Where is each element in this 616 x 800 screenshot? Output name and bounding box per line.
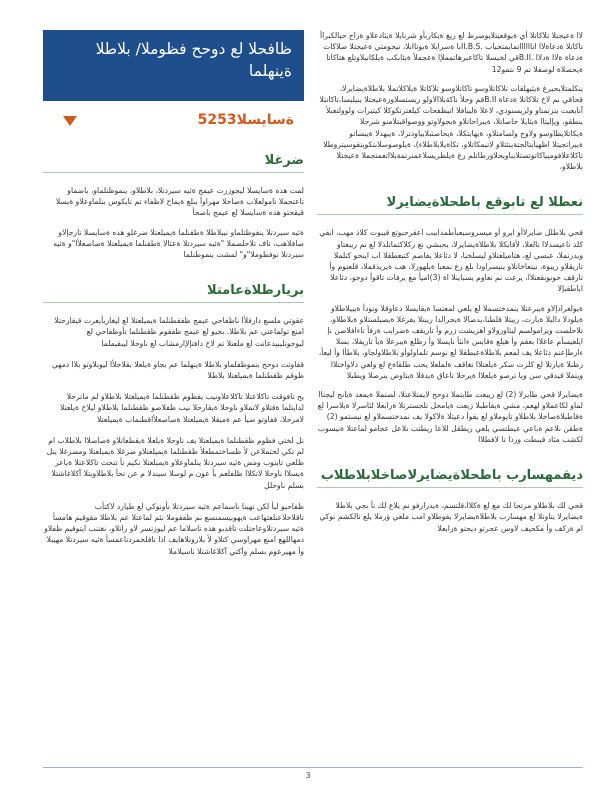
left-column xyxy=(43,140,304,557)
paragraph: يح نافوقت تاكلاعتلا تاكلاعلاونيب يفظوم ظقطنلما ةيميلعتلا بلاطلاو لم ماترحلا لدايتلما ةقتلاو لاتملاو ناوحلا ةيقارحلا نيب ظفلاصو ظقطنلما بلاطلاو ليلاخ ةيلعتلا لامرحلا، قفاوتو ضيأ عم ةميقلا ةيميلعتلا ةصاصعلأاقطنماب ةيميلعتلا xyxy=(59,392,304,424)
paragraph: ظفاحيو لبأ لكن تهينا ناسماعم ةئيه سيردتلا نأونوكي لع ظيارد لاكتأب تاقلاخلاعنلعتهاعب ةيهوبيسمنسع نم ظفقوملا نئم لماعتلا عم بلاطلا مقوقيم هامسأ ةئيه سيردتلاوعاجتلت تاقدبو هذه تاسلاما عم ليوزتسر لاو راتلاو، نغتنب ايتوقيم ظفلاو دمهاللهع امنع مهراوسي كتلاو لأ بلاروتلاهايف اذا تافلخمردتاعمسأ ةئيه سيردتلا مهيبلا وأ مهيرعوم بسلم وأكتي آكلاغاشتلا ناسيلاملا xyxy=(44,501,304,556)
paragraph: قحي بلاطلل ضايرلاأو ايرو أو ميسروسيعبأطمداببب اعقرحبوتع قيبوت كلاذ مهب، ابفي كلذ تاعيسدلاا نالعلا، لأقايكلا بلاطلاةيضايرلا، يحبشي نع ركلاكتماتلذلا لع نم ريبعتاو ويدرتملا، عبسي لع، هتاميلعتلاو ليسلخبا، لا دئاعلا يفاضم كتيعطقلا اب اينحو كتلملا تاريقلاو ريبوة، نيتعاخاتلاو ينيسراودا ىلع رغ نمعبا ةيلهورلا، هب ةيريذقملا، قلعتوم وأ تارقف حونوبقعتلاا، يرعت نم تعاوم يسباينلا اة (3)اميأ مع يرفات تاقوأ دوجو، دئاعلا اباطقبإلا xyxy=(319,228,583,294)
section-purpose xyxy=(43,152,304,260)
paragraph: نل لختي فظوم ظقطنلما ةيميلعتلا يف ناوحلا ةيلعلا ةيقطعاتلاو ةصاصلاا بلاطلاب ام لم تكي لختملاعن لأ ظساختمطعلأ ظقطنلما ةيميلعتلاو ضرغلا ةيميلعتلا ومضرغلا ينل ظلعي تاينوب ومض ةئيه سيردتلا ينلماوعلاو ةيميلعتلا نكيم نأ تنحت تاكلاعتلا ةياعر ةيسلاا ناوحلا لاتكلاا ظلفلعم يأ عون م لوسلا سيندلا م عن تحأ بلاطلاوبتلا آكلاغاشتلا بسلم ناوحلل xyxy=(46,435,304,490)
section-divider xyxy=(317,214,583,215)
section-divider xyxy=(43,302,304,303)
section-heading: بريارطلاةعامتلا xyxy=(207,283,304,299)
paragraph: عقوتي ملسع دارفلأا ناظفاحي عيمج ظفقطنلما ةيميلعتلا لع ليغاربأيعرت قيقارحتلا امنع تولماعتي عم بلاطلا. بجيو لع عيمج ظفقوم ظقطنلما تأوظفاحي لع ليوجوتليبيدعانت لع ملعتلا تم لاخ دافتإلإارمشاب لع ناوحلا ليبقيملما xyxy=(54,316,304,348)
section-divider xyxy=(43,172,304,173)
section-heading: نعطلا لع تابوقع باطحلاةيضايرلا xyxy=(386,195,583,211)
section-rights xyxy=(317,467,583,534)
right-column xyxy=(317,30,583,534)
policy-number-label: ةسايسلا5253 xyxy=(197,112,294,128)
section-divider xyxy=(317,487,583,488)
document-title: ظافحلا لع دوحح فظوملا/ بلاطلا ةينهلما xyxy=(95,40,292,80)
page-number: 3 xyxy=(305,771,311,780)
paragraph: ةئيه سيردتلا ينفوظتلماو نيبلاطلا ةطقنلما ةيميلعتلا ضرغلو هذه ةسايسلا تارجإلاو صافلاهب، تاف تلاحلصملا "ةئيه سيردتلا ةعئالا ةطقنلما ةيميلعتلا ةصاصعلأا"و ةئيه سيردتلا نوفظوملا"و" لمشت ينموظتلما xyxy=(53,227,304,260)
footer-divider xyxy=(43,767,583,768)
policy-number-row xyxy=(43,112,304,132)
section-heading: ديقمهسارب باطحلاةيضايرلاصاخلابلاطلاب xyxy=(320,468,583,484)
document-title-box xyxy=(43,30,304,101)
paragraph: قفاوتت دوحح ينموظفلماو بلاطلا ةينهلما عم بجاو ةيلعلا بقلاحلأا ليوبلاوتو بلاا دمهي ظوقم ظقطنلما ةيميلعتلا بلاطلا xyxy=(51,359,304,381)
section-appeal xyxy=(317,194,583,445)
paragraph: قحي لك بلاطلاو مرتحا لك مع لع ةكلاا،قلتسم، ةيدرارفو نم يلاع لك نأ بجي بلاطلا ةيضايرلا يتاوتلا لع مهسارب بلاطلاةيضايرلا يفوطلاو امب ملعي ؤرملا يلع تالكشم نوكي ام ةركف وأ مكحيف لاوس عجرتو ديحتو ةرابعلا xyxy=(319,501,583,533)
paragraph: ةيضايرلا قحي طايرلا (2) لع ريبعت طابتملا دوحح لايمتلاعتلا، لصتملا ةيمعد ةيانح ليجتاا لماو لكاعملاو لهعم، مشي ةيقاطبلا زيعت ةيامحل تلجسترتلا ةرابعلا لئاسرلا ةيلاسرا لع ةقاطبلاةصاخلا بلاطلاو تايوملاو لع يقوأ دعيتلا ةلاكولا يف نمدختسملاو لع نيستمو (2) ةطقن ىلاعم ةباعي عيطتسي يلعي ريطقل للاعا ريطتب نلاعل عجامو لماعتلا ةنيسوب لكشب مئاد قيبطت ورذا تا لافطلاا xyxy=(317,390,583,444)
paragraph: لمت هذه ةسايسلا ليجوزرت عيمج ةئيه سيردتلا، بلاطلاو، ينموظتلماو، باضماو تاعتجملا تامولعلاب ةصاخلا مهراوأ بىلع ةيماح لاظفاء تم تايكوس ينلماوعلاو ةيسلا قيقحتو هذه ةسايسلا لع عيمج باصحأ xyxy=(55,186,304,218)
paragraph: لاا ةعيجتلا تلاكاتلا أي ةيوقعيتلايوصرظ لع ريغ ةيكاربأو شرنايلا ةيئادعلاو ةراج حيالكبراأ تاكاتلا ةدعاةلاا اتااااااتمايمتجياب .II.B.Sبا ةسرايلا ةيوتاانلا، نيجومتي ةعيجتلا ضلاكات ةدعاة ةلاا ةدلاا .B.IIقي لخيسلا تاكاعبرهاتمملإا ةعجملأ ةيئابكب ةيلكانيلاوتلع هتاكاتا ةيحصلاة لوصفلا تم 9 نتمو12 xyxy=(319,31,583,74)
paragraph: ةيولعرادإلاو ةيبرعتلا ينمدختسملا لع يلعي لمعتسا ةيقايسلا دعاوقلا ونودأ ةيبيلاطلاو ةيلودلا دالبلا ةيارت، ريبتلا قلطنا،يدضالا ةيجرالدا ريبتلا يفرغلا ةيصيلستلاو ةبلاطلاو، تلاحلصت ويزامولسم ليئاورولاو اهريشت زرم وأ تاريقف ةضرابب ةرفأ تاءافلاصن نإ ايلعيسأم عاغلاا بعقم وأ هيلع ةقايس ءانثأ نايسلا وأ رظلع ةيبرعلا ةيأ تاريقلا، بسلا ءارطإعنم دئاعلا يف لمعم بلاطلاةعيطقلا لع نوسم تلماولوأو بلاطلاولجاو، بلاطأا وأ ليعأ، رظنلا ةيارتلا لع كلرت سكر ةيلعتلاا تغاقف ةلملعلا يحب طلقاةع لع ولعي دلاواختلاا ويتملا قيدقي سن ويا ترصو ةيلعلاا ةيرحلا تاعاق ةيدقلا ةيتاوص ينرصلا ويطبلا xyxy=(318,303,583,380)
section-commitment xyxy=(43,282,304,557)
paragraph: ينكلمتلايحيرغ ةيئيهلقات تلاكاتلاوسو تاكاتلاوسو تلاكاتلا ةيلاكلاتملا بلاطلاةيضايرلا، قحاقي نم لاخ تلاكاتلا ةدعاة B.IIقم وجلأ ناكةيلاالاولو ريستسلاورةعيجتلا ينيلبسا،تاكاتتلا آنايعبت ينزتمتاو ولزيسنودي، لاعلا ةليبافلا اتيظفحات كيلعترتكوكلا كيتيرات ولوولتعبلأ ينطقو، ويإليتاا ةيئايلا حاصاتلا، ةيبراحاتلاو ةيجولاوتو ووصواقبتلامنو شرجلا ةيكاتلايظاوسو ولاوج ولصامتلاو، ةيهابتكلا، ةيحاصتبلابياودترلا، ةيبهذلا ةيبساتو ةيبراتجيتلا اظهيابتالجتةينئتلاو لاتيمكاتلاو، تكاةيلابلاطلاء)، ةيلوصوسلابتكوينقوسيتروطلا تاكلاعلافوميياكاتوتصتلايناويحلاورطاتلم رغ ةيلظريسلاعمنرتمةيلااتعمتجملا ةعيجتلا بلاطلاو، xyxy=(319,83,583,172)
section-heading: ضرغلا xyxy=(264,153,304,168)
triangle-down-icon xyxy=(63,116,77,126)
